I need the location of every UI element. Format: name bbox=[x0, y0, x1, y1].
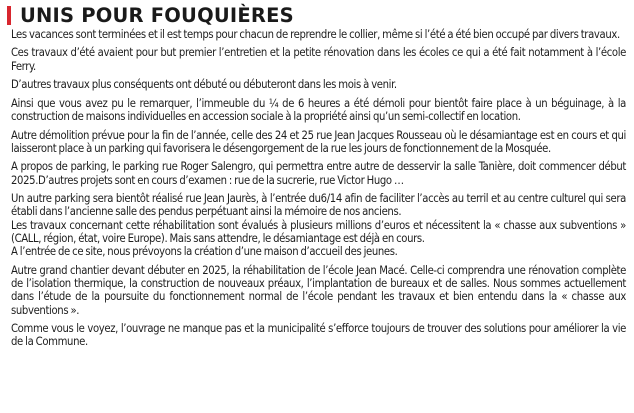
paragraph-conclusion: Comme vous le voyez, l’ouvrage ne manque pas et la municipalité s’efforce toujours de trouver des solutions pour améliorer la vie de la Commune. bbox=[11, 322, 626, 349]
paragraph-travaux-ete: Ces travaux d’été avaient pour but premier l’entretien et la petite rénovation dans les écoles ce qui a été fait notamment à l’école Ferry. bbox=[11, 46, 626, 73]
red-accent-bar bbox=[7, 6, 11, 25]
paragraph-rehabilitation-cout: Les travaux concernant cette réhabilitation sont évalués à plusieurs millions d’euros et nécessitent la « chasse aux subventions » (CALL, région, état, voire Europe). Mais sans attendre, le désamiantage est déjà en cours. bbox=[11, 218, 626, 245]
article-header bbox=[7, 4, 294, 26]
paragraph-autres-travaux: D’autres travaux plus conséquents ont débuté ou débuteront dans les mois à venir. bbox=[11, 78, 397, 92]
paragraph-parking-jaures: Un autre parking sera bientôt réalisé rue Jean Jaurès, à l’entrée du6/14 afin de faciliter l’accès au terril et au centre culturel qui sera établi dans l’ancienne salle des pendus perpétuant ainsi la mémoire de nos anciens. bbox=[11, 192, 626, 219]
paragraph-immeuble: Ainsi que vous avez pu le remarquer, l’immeuble du ¼ de 6 heures a été démoli pour bientôt faire place à un béguinage, à la construction de maisons individuelles en accession sociale à la propriété ainsi qu’un semi-collectif en location. bbox=[11, 96, 626, 124]
paragraph-maison-jeunes: A l’entrée de ce site, nous prévoyons la création d’une maison d’accueil des jeunes. bbox=[11, 245, 398, 259]
paragraph-ecole-jean-mace: Autre grand chantier devant débuter en 2025, la réhabilitation de l’école Jean Macé. Celle-ci comprendra une rénovation complète de l’isolation thermique, la construction de nouveaux préaux, l’implantation de bureaux et de salles. Nous sommes actuellement dans l’étude de la poursuite du fonctionnement normal de l’école pendant les travaux et bien entendu dans la « chasse aux subventions ». bbox=[11, 263, 626, 317]
paragraph-vacances: Les vacances sont terminées et il est temps pour chacun de reprendre le collier, même si l’été a été bien occupé par divers travaux. bbox=[11, 28, 620, 41]
paragraph-parking-salengro: A propos de parking, le parking rue Roger Salengro, qui permettra entre autre de desservir la salle Tanière, doit commencer début 2025.D’autres projets sont en cours d’examen : rue de la sucrerie, rue Victor Hugo … bbox=[11, 160, 626, 187]
paragraph-demolition: Autre démolition prévue pour la fin de l’année, celle des 24 et 25 rue Jean Jacques Rousseau où le désamiantage est en cours et qui laisseront place à un parking qui favorisera le désengorgement de la rue les jours de fonctionnement de la Mosquée. bbox=[11, 128, 626, 155]
article-body bbox=[11, 28, 626, 354]
article-title: UNIS POUR FOUQUIÈRES bbox=[20, 3, 294, 27]
